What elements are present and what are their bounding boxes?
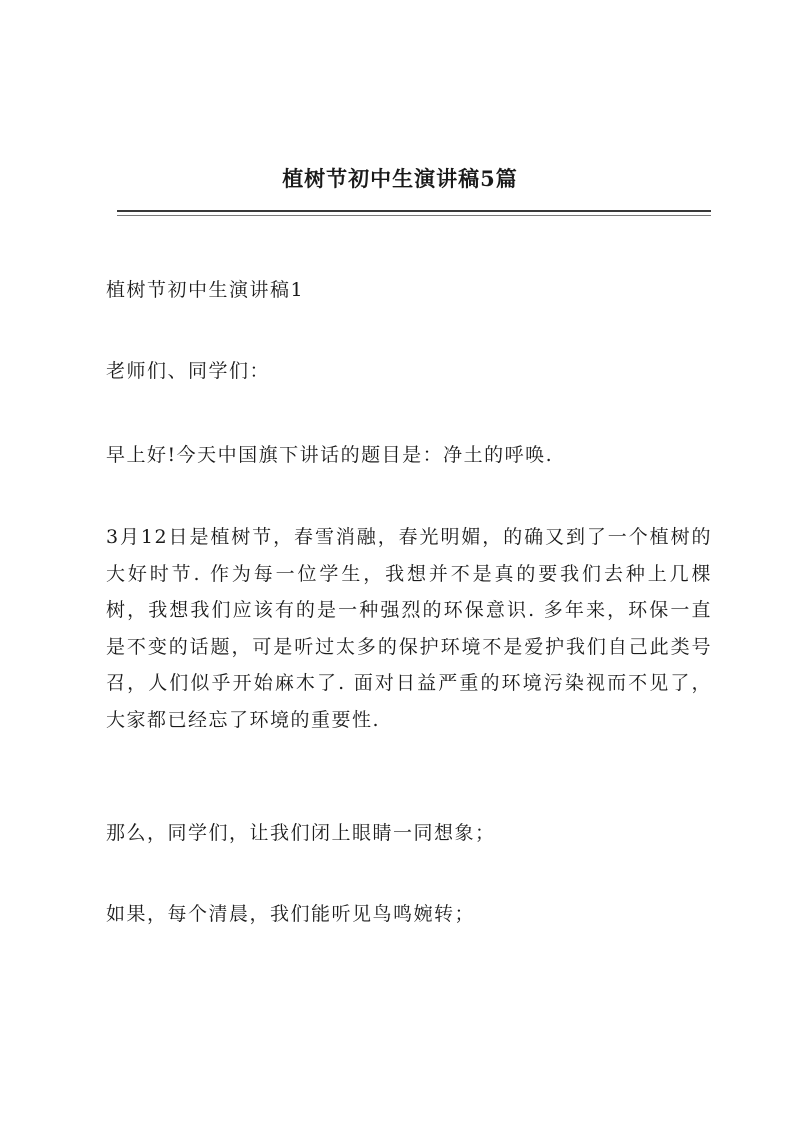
- title-underline-thin: [117, 215, 711, 216]
- greeting-paragraph: 老师们、同学们：: [106, 360, 271, 382]
- title-underline: [117, 210, 711, 212]
- body-paragraph: 3月12日是植树节，春雪消融，春光明媚，的确又到了一个植树的大好时节. 作为每一位学生，我想并不是真的要我们去种上几棵树，我想我们应该有的是一种强烈的环保意识. 多年来，环保一直是不变的话题，可是听过太多的保护环境不是爱护我们自己此类号召，人们似乎开始麻木了. 面对日益严重的环境污染视而不见了，大家都已经忘了环境的重要性.: [106, 526, 712, 731]
- morning-paragraph: 早上好!今天中国旗下讲话的题目是：净土的呼唤.: [106, 444, 554, 466]
- document-title: 植树节初中生演讲稿5篇: [282, 166, 518, 191]
- close-eyes-paragraph: 那么，同学们，让我们闭上眼睛一同想象；: [106, 822, 496, 844]
- section-heading: 植树节初中生演讲稿1: [106, 279, 305, 301]
- birds-paragraph: 如果，每个清晨，我们能听见鸟鸣婉转；: [106, 903, 476, 925]
